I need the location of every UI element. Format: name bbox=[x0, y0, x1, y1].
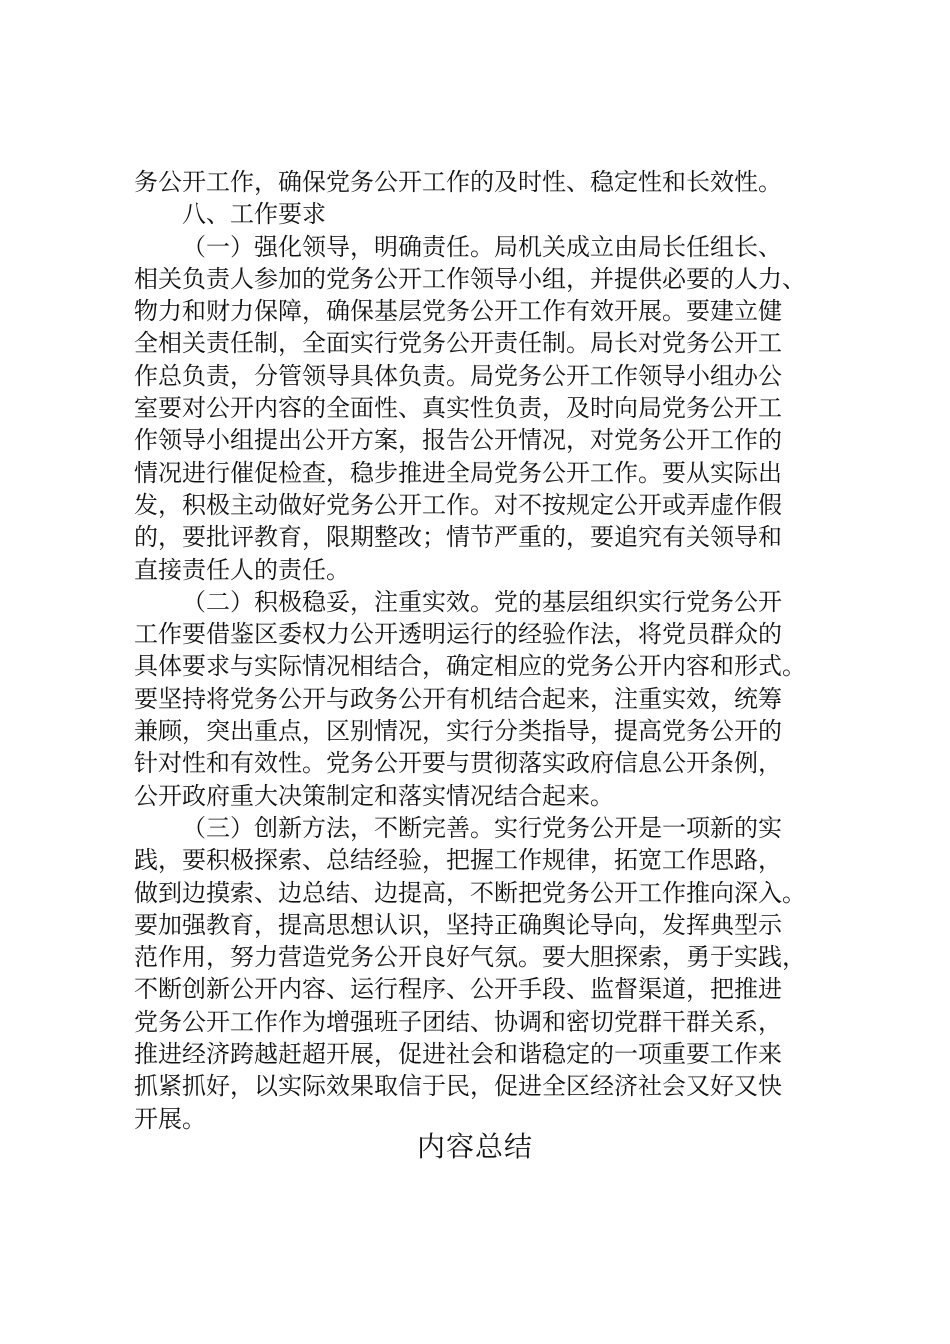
text-line: 作总负责，分管领导具体负责。局党务公开工作领导小组办公 bbox=[134, 361, 782, 390]
text-line: （三）创新方法，不断完善。实行党务公开是一项新的实 bbox=[182, 813, 782, 842]
summary-heading: 内容总结 bbox=[416, 1130, 533, 1163]
text-line: 全相关责任制，全面实行党务公开责任制。局长对党务公开工 bbox=[134, 329, 782, 358]
text-line: 物力和财力保障，确保基层党务公开工作有效开展。要建立健 bbox=[134, 297, 782, 326]
text-line: 推进经济跨越赶超开展，促进社会和谐稳定的一项重要工作来 bbox=[134, 1040, 782, 1069]
text-line: 针对性和有效性。党务公开要与贯彻落实政府信息公开条例， bbox=[134, 749, 782, 778]
text-line: 直接责任人的责任。 bbox=[134, 555, 350, 584]
text-line: 兼顾，突出重点，区别情况，实行分类指导，提高党务公开的 bbox=[134, 717, 782, 746]
text-line: 不断创新公开内容、运行程序、公开手段、监督渠道，把推进 bbox=[134, 975, 782, 1004]
text-line: 作领导小组提出公开方案，报告公开情况，对党务公开工作的 bbox=[134, 426, 782, 455]
text-line: 践，要积极探索、总结经验，把握工作规律，拓宽工作思路， bbox=[134, 846, 782, 875]
text-line: 相关负责人参加的党务公开工作领导小组，并提供必要的人力、 bbox=[134, 264, 806, 293]
text-line: 具体要求与实际情况相结合，确定相应的党务公开内容和形式。 bbox=[134, 652, 806, 681]
text-line: 务公开工作，确保党务公开工作的及时性、稳定性和长效性。 bbox=[134, 168, 782, 196]
text-line: 做到边摸索、边总结、边提高，不断把党务公开工作推向深入。 bbox=[134, 878, 806, 907]
text-line: 发，积极主动做好党务公开工作。对不按规定公开或弄虚作假 bbox=[134, 490, 782, 519]
text-line: 工作要借鉴区委权力公开透明运行的经验作法，将党员群众的 bbox=[134, 620, 782, 649]
text-line: 的，要批评教育，限期整改；情节严重的，要追究有关领导和 bbox=[134, 523, 782, 552]
text-line: 公开政府重大决策制定和落实情况结合起来。 bbox=[134, 781, 614, 810]
text-line: （二）积极稳妥，注重实效。党的基层组织实行党务公开 bbox=[182, 587, 782, 616]
text-line: 开展。 bbox=[134, 1104, 206, 1133]
text-line: 要加强教育，提高思想认识，坚持正确舆论导向，发挥典型示 bbox=[134, 910, 782, 939]
text-line: 范作用，努力营造党务公开良好气氛。要大胆探索，勇于实践， bbox=[134, 943, 806, 972]
text-line: 八、工作要求 bbox=[182, 200, 326, 229]
text-line: 党务公开工作作为增强班子团结、协调和密切党群干群关系， bbox=[134, 1007, 782, 1036]
text-line: 情况进行催促检查，稳步推进全局党务公开工作。要从实际出 bbox=[134, 458, 782, 487]
text-line: 要坚持将党务公开与政务公开有机结合起来，注重实效，统筹 bbox=[134, 684, 782, 713]
document-body bbox=[134, 166, 824, 1135]
text-line: （一）强化领导，明确责任。局机关成立由局长任组长、 bbox=[182, 232, 782, 261]
text-line: 室要对公开内容的全面性、真实性负责，及时向局党务公开工 bbox=[134, 394, 782, 423]
text-line: 抓紧抓好，以实际效果取信于民，促进全区经济社会又好又快 bbox=[134, 1072, 782, 1101]
